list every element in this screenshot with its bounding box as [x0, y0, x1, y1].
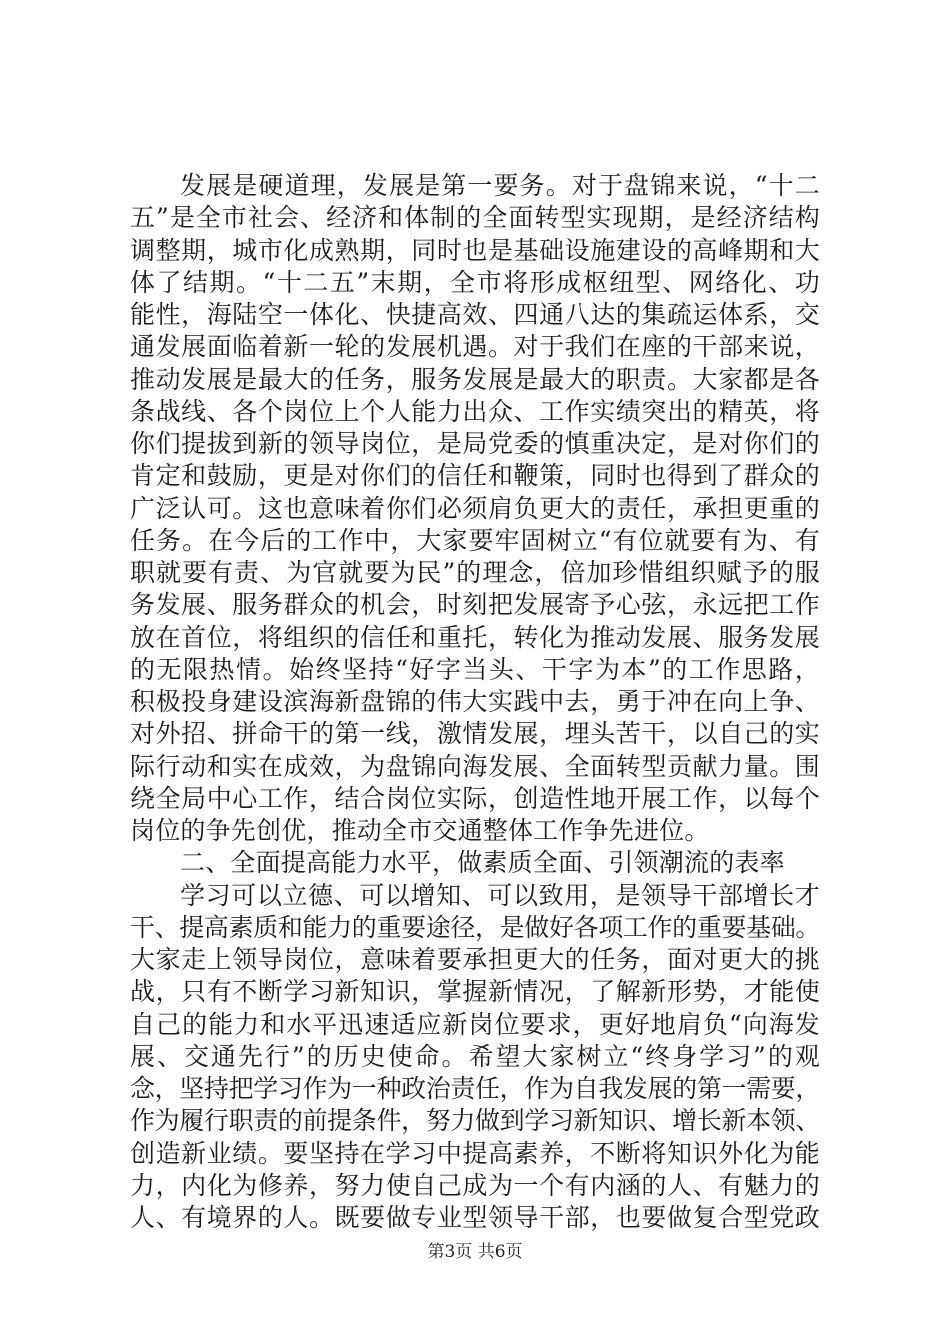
page-number-footer: 第3页 共6页: [427, 1242, 523, 1262]
text-line: 肯定和鼓励，更是对你们的信任和鞭策，同时也得到了群众的: [130, 461, 820, 491]
text-line: 绕全局中心工作，结合岗位实际，创造性地开展工作，以每个: [130, 783, 820, 813]
text-line: 干、提高素质和能力的重要途径，是做好各项工作的重要基础。: [130, 912, 820, 942]
document-body: [130, 170, 820, 1234]
text-line: 你们提拔到新的领导岗位，是局党委的慎重决定，是对你们的: [130, 429, 820, 458]
text-line: 自己的能力和水平迅速适应新岗位要求，更好地肩负“向海发: [130, 1009, 820, 1039]
text-line: 通发展面临着新一轮的发展机遇。对于我们在座的干部来说，: [130, 332, 820, 362]
text-line: 广泛认可。这也意味着你们必须肩负更大的责任，承担更重的: [130, 493, 820, 523]
text-line: 积极投身建设滨海新盘锦的伟大实践中去，勇于冲在向上争、: [130, 687, 820, 716]
text-line: 放在首位，将组织的信任和重托，转化为推动发展、服务发展: [130, 622, 820, 652]
text-line: 岗位的争先创优，推动全市交通整体工作争先进位。: [130, 816, 710, 845]
text-line: 能性，海陆空一体化、快捷高效、四通八达的集疏运体系，交: [130, 300, 820, 329]
text-line: 创造新业绩。要坚持在学习中提高素养，不断将知识外化为能: [130, 1138, 820, 1168]
text-line: 人、有境界的人。既要做专业型领导干部，也要做复合型党政: [130, 1203, 820, 1232]
section-heading: 二、全面提高能力水平，做素质全面、引领潮流的表率: [180, 848, 785, 878]
text-line: 作为履行职责的前提条件，努力做到学习新知识、增长新本领、: [130, 1106, 820, 1136]
text-line: 的无限热情。始终坚持“好字当头、干字为本”的工作思路，: [130, 654, 820, 684]
text-line: 推动发展是最大的任务，服务发展是最大的职责。大家都是各: [130, 364, 820, 394]
text-line: 大家走上领导岗位，意味着要承担更大的任务，面对更大的挑: [130, 945, 820, 974]
text-line: 念，坚持把学习作为一种政治责任，作为自我发展的第一需要，: [130, 1074, 820, 1103]
text-line: 体了结期。“十二五”末期，全市将形成枢纽型、网络化、功: [130, 267, 820, 297]
text-line: 战，只有不断学习新知识，掌握新情况，了解新形势，才能使: [130, 977, 820, 1007]
text-line: 调整期，城市化成熟期，同时也是基础设施建设的高峰期和大: [130, 235, 820, 265]
text-line: 学习可以立德、可以增知、可以致用，是领导干部增长才: [180, 880, 820, 910]
text-line: 职就要有责、为官就要为民”的理念，倍加珍惜组织赋予的服: [130, 558, 820, 587]
text-line: 力，内化为修养，努力使自己成为一个有内涵的人、有魅力的: [130, 1170, 820, 1200]
text-line: 际行动和实在成效，为盘锦向海发展、全面转型贡献力量。围: [130, 751, 820, 781]
text-line: 对外招、拼命干的第一线，激情发展，埋头苦干，以自己的实: [130, 719, 820, 749]
text-line: 展、交通先行”的历史使命。希望大家树立“终身学习”的观: [130, 1041, 820, 1071]
text-line: 发展是硬道理，发展是第一要务。对于盘锦来说，“十二: [180, 171, 820, 200]
text-line: 五”是全市社会、经济和体制的全面转型实现期，是经济结构: [130, 203, 820, 233]
text-line: 务发展、服务群众的机会，时刻把发展寄予心弦，永远把工作: [130, 590, 820, 620]
text-line: 条战线、各个岗位上个人能力出众、工作实绩突出的精英，将: [130, 396, 820, 426]
text-line: 任务。在今后的工作中，大家要牢固树立“有位就要有为、有: [130, 525, 820, 555]
